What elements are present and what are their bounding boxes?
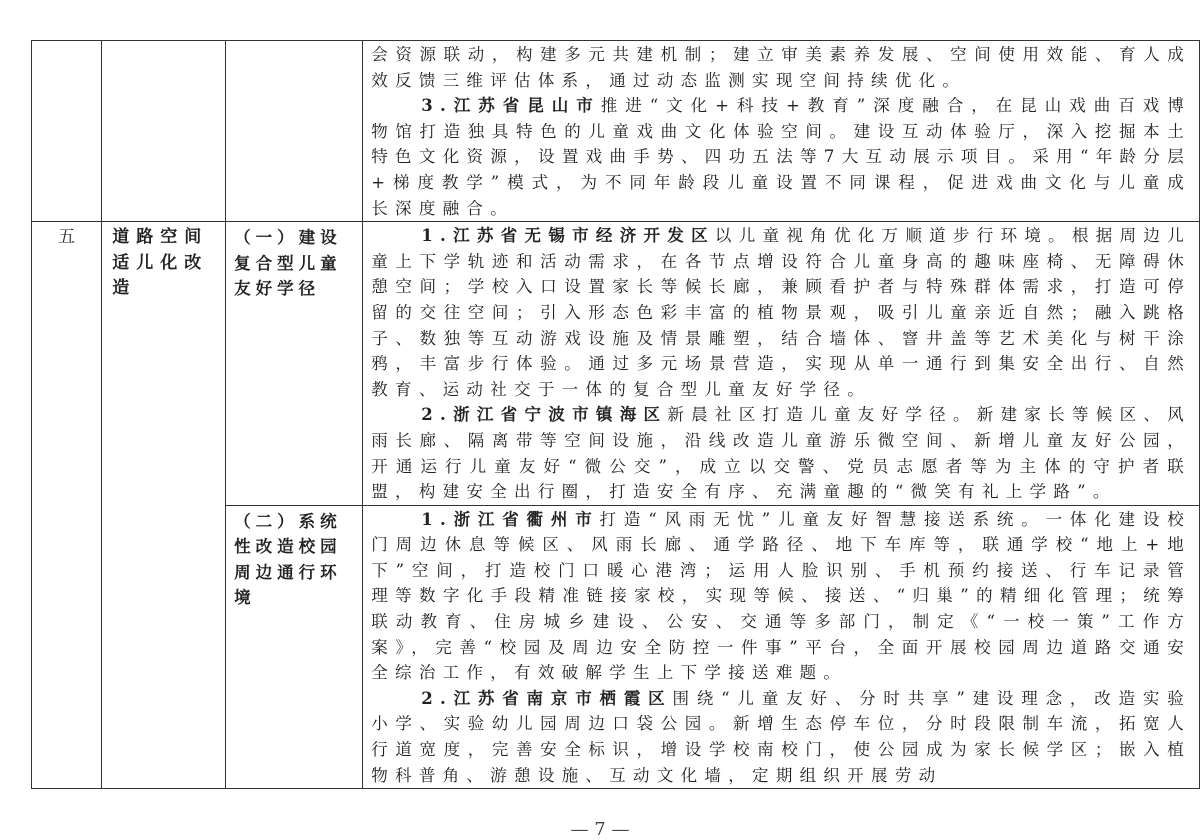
paragraph	[371, 42, 1191, 93]
paragraph	[371, 93, 1191, 221]
paragraph	[371, 402, 1191, 504]
category-cell: 道路空间适儿化改造	[102, 222, 226, 789]
content-table	[31, 40, 1200, 789]
paragraph-text: 会资源联动，构建多元共建机制；建立审美素养发展、空间使用效能、育人成效反馈三维评估体系，通过动态监测实现空间持续优化。	[371, 45, 1191, 90]
description-cell	[363, 41, 1200, 222]
page-number: — 7 —	[570, 819, 630, 840]
number-cell	[32, 41, 102, 222]
category-cell	[102, 41, 226, 222]
table-row-five-a	[32, 222, 1200, 506]
paragraph	[371, 686, 1191, 788]
paragraph-lead: 3.江苏省昆山市	[421, 96, 601, 116]
subcategory-cell: （二）系统性改造校园周边通行环境	[226, 505, 363, 789]
description-cell	[363, 505, 1200, 789]
paragraph-text: 新晨社区打造儿童友好学径。新建家长等候区、风雨长廊、隔离带等空间设施，沿线改造儿童游乐微空间、新增儿童友好公园，开通运行儿童友好“微公交”，成立以交警、党员志愿者等为主体的守护者联盟，构建安全出行圈，打造安全有序、充满童趣的“微笑有礼上学路”。	[371, 405, 1191, 502]
paragraph-text: 围绕“儿童友好、分时共享”建设理念，改造实验小学、实验幼儿园周边口袋公园。新增生态停车位，分时段限制车流，拓宽人行道宽度，完善安全标识，增设学校南校门，使公园成为家长候学区；嵌入植物科普角、游憩设施、互动文化墙，定期组织开展劳动	[371, 688, 1191, 785]
paragraph	[371, 507, 1191, 686]
subcategory-cell: （一）建设复合型儿童友好学径	[226, 222, 363, 506]
paragraph-text: 打造“风雨无忧”儿童友好智慧接送系统。一体化建设校门周边休息等候区、风雨长廊、通学路径、地下车库等，联通学校“地上+地下”空间，打造校门口暖心港湾；运用人脸识别、手机预约接送、行车记录管理等数字化手段精准链接家校，实现等候、接送、“归巢”的精细化管理；统筹联动教育、住房城乡建设、公安、交通等多部门，制定《“一校一策”工作方案》，完善“校园及周边安全防控一件事”平台，全面开展校园周边道路交通安全综治工作，有效破解学生上下学接送难题。	[371, 509, 1192, 683]
paragraph-text: 以儿童视角优化万顺道步行环境。根据周边儿童上下学轨迹和活动需求，在各节点增设符合儿童身高的趣味座椅、无障碍休憩空间；学校入口设置家长等候长廊，兼顾看护者与特殊群体需求，打造可停留的交往空间；引入形态色彩丰富的植物景观，吸引儿童亲近自然；融入跳格子、数独等互动游戏设施及情景雕塑，结合墙体、窨井盖等艺术美化与树干涂鸦，丰富步行体验。通过多元场景营造，实现从单一通行到集安全出行、自然教育、运动社交于一体的复合型儿童友好学径。	[371, 226, 1192, 399]
number-cell: 五	[32, 222, 102, 789]
subcategory-cell	[226, 41, 363, 222]
description-cell	[363, 222, 1200, 506]
paragraph-lead: 1.江苏省无锡市经济开发区	[421, 226, 715, 246]
paragraph-lead: 1.浙江省衢州市	[421, 509, 600, 529]
paragraph	[371, 223, 1191, 402]
paragraph-lead: 2.江苏省南京市栖霞区	[421, 688, 673, 708]
paragraph-text: 推进“文化+科技+教育”深度融合，在昆山戏曲百戏博物馆打造独具特色的儿童戏曲文化体验空间。建设互动体验厅，深入挖掘本土特色文化资源，设置戏曲手势、四功五法等7大互动展示项目。采用“年龄分层+梯度教学”模式，为不同年龄段儿童设置不同课程，促进戏曲文化与儿童成长深度融合。	[371, 96, 1192, 218]
table-row-continued	[32, 41, 1200, 222]
paragraph-lead: 2.浙江省宁波市镇海区	[421, 405, 668, 425]
